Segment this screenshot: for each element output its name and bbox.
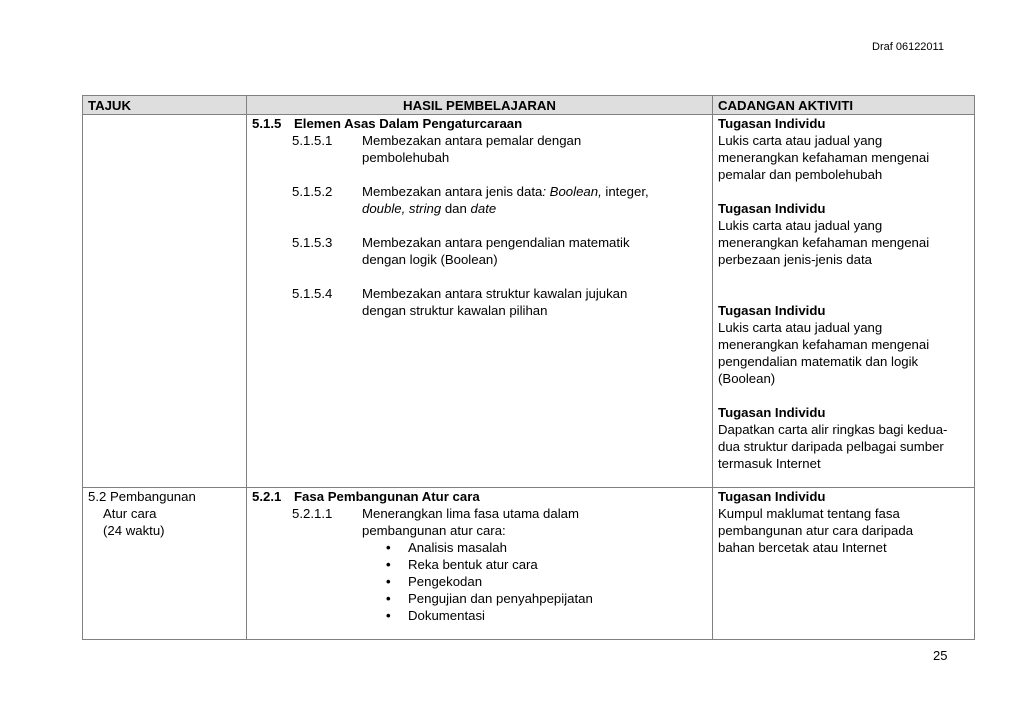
outcome-line: dengan struktur kawalan pilihan (362, 303, 548, 318)
activity-title: Tugasan Individu (718, 201, 826, 216)
outcome-line: dengan logik (Boolean) (362, 252, 498, 267)
outcome-number: 5.1.5.1 (292, 133, 333, 148)
outcome-line: dan (441, 201, 471, 216)
activity-line: Dapatkan carta alir ringkas bagi kedua- (718, 422, 948, 437)
outcome-line: integer, (601, 184, 649, 199)
activity-line: pengendalian matematik dan logik (718, 354, 919, 369)
outcome-number: 5.2.1.1 (292, 506, 333, 521)
list-item: • Reka bentuk atur cara (380, 556, 707, 573)
page-number: 25 (933, 648, 948, 663)
activity-line: bahan bercetak atau Internet (718, 540, 887, 555)
list-item: • Analisis masalah (380, 539, 707, 556)
topic-cell (83, 488, 247, 640)
outcome-number: 5.1.5.4 (292, 286, 333, 301)
outcome-item (252, 132, 707, 166)
section-title: Elemen Asas Dalam Pengaturcaraan (294, 116, 523, 131)
section-number: 5.1.5 (252, 116, 282, 131)
outcomes-cell (247, 488, 713, 640)
topic-line: (24 waktu) (103, 523, 165, 538)
outcome-line: pembolehubah (362, 150, 450, 165)
activities-cell (713, 115, 975, 488)
activity-line: pemalar dan pembolehubah (718, 167, 883, 182)
list-item: • Pengujian dan penyahpepijatan (380, 590, 707, 607)
outcome-line: Membezakan antara pemalar dengan (362, 133, 582, 148)
activity-line: Kumpul maklumat tentang fasa (718, 506, 900, 521)
outcome-number: 5.1.5.2 (292, 184, 333, 199)
activity-title: Tugasan Individu (718, 489, 826, 504)
section-number: 5.2.1 (252, 489, 282, 504)
outcome-line: pembangunan atur cara: (362, 523, 506, 538)
section-heading (252, 488, 707, 505)
table-row (83, 488, 975, 640)
activity-title: Tugasan Individu (718, 303, 826, 318)
outcome-line: Membezakan antara pengendalian matematik (362, 235, 630, 250)
section-heading (252, 115, 707, 132)
outcome-number: 5.1.5.3 (292, 235, 333, 250)
table-row (83, 115, 975, 488)
activity-title: Tugasan Individu (718, 405, 826, 420)
topic-cell (83, 115, 247, 488)
curriculum-table (82, 95, 975, 640)
header-hasil-pembelajaran: HASIL PEMBELAJARAN (247, 96, 713, 115)
outcomes-cell (247, 115, 713, 488)
activity-line: menerangkan kefahaman mengenai (718, 150, 930, 165)
outcome-line: Menerangkan lima fasa utama dalam (362, 506, 579, 521)
activity-line: menerangkan kefahaman mengenai (718, 337, 930, 352)
activity-line: pembangunan atur cara daripada (718, 523, 914, 538)
activity-line: (Boolean) (718, 371, 776, 386)
header-tajuk: TAJUK (83, 96, 247, 115)
table-header-row (83, 96, 975, 115)
header-cadangan-aktiviti: CADANGAN AKTIVITI (713, 96, 975, 115)
section-title: Fasa Pembangunan Atur cara (294, 489, 480, 504)
outcome-line: Membezakan antara jenis data (362, 184, 543, 199)
activity-title: Tugasan Individu (718, 116, 826, 131)
activity-line: menerangkan kefahaman mengenai (718, 235, 930, 250)
activity-line: Lukis carta atau jadual yang (718, 218, 883, 233)
outcome-item (252, 285, 707, 319)
topic-line: Atur cara (103, 506, 157, 521)
activity-line: Lukis carta atau jadual yang (718, 320, 883, 335)
outcome-italic: double, string (362, 201, 442, 216)
outcome-item (252, 234, 707, 268)
activity-line: perbezaan jenis-jenis data (718, 252, 872, 267)
topic-line: 5.2 Pembangunan (88, 489, 196, 504)
list-item: • Dokumentasi (380, 607, 707, 624)
outcome-italic: date (470, 201, 497, 216)
outcome-item (252, 183, 707, 217)
activities-cell (713, 488, 975, 640)
activity-line: dua struktur daripada pelbagai sumber (718, 439, 944, 454)
activity-line: Lukis carta atau jadual yang (718, 133, 883, 148)
outcome-line: Membezakan antara struktur kawalan jujukan (362, 286, 628, 301)
outcome-item (252, 505, 707, 539)
list-item: • Pengekodan (380, 573, 707, 590)
draft-label: Draf 06122011 (872, 41, 944, 53)
outcome-italic: : Boolean, (542, 184, 602, 199)
activity-line: termasuk Internet (718, 456, 821, 471)
phase-list (252, 539, 707, 624)
